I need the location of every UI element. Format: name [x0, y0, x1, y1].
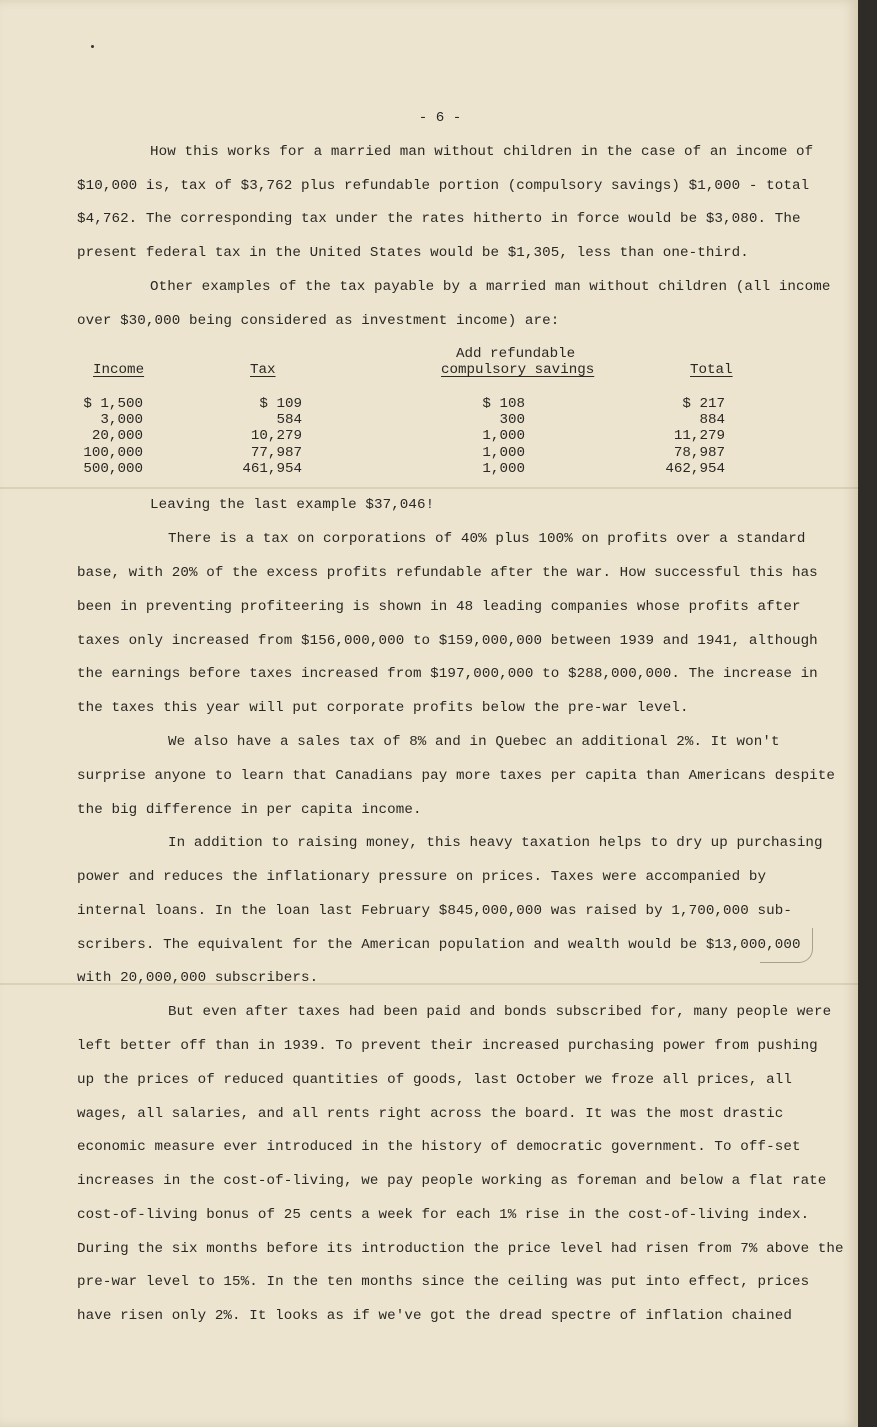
text-line: $4,762. The corresponding tax under the rates hitherto in force would be $3,080. The — [77, 211, 801, 227]
text-line: power and reduces the inflationary pressure on prices. Taxes were accompanied by — [77, 869, 767, 885]
total-cell: 11,279 — [673, 428, 725, 444]
pencil-annotation — [760, 928, 813, 963]
text-line: Leaving the last example $37,046! — [150, 497, 435, 513]
tax-cell: 584 — [276, 412, 302, 428]
tax-cell: 77,987 — [250, 445, 302, 461]
text-line: increases in the cost-of-living, we pay people working as foreman and below a flat rate — [77, 1173, 827, 1189]
text-line: Other examples of the tax payable by a married man without children (all income — [150, 279, 831, 295]
text-line: over $30,000 being considered as investment income) are: — [77, 313, 560, 329]
text-line: cost-of-living bonus of 25 cents a week for each 1% rise in the cost-of-living index. — [77, 1207, 810, 1223]
tax-header: Tax — [250, 362, 276, 378]
income-cell: 100,000 — [83, 445, 143, 461]
text-line: the earnings before taxes increased from $197,000,000 to $288,000,000. The increase in — [77, 666, 818, 682]
text-line: present federal tax in the United States would be $1,305, less than one-third. — [77, 245, 749, 261]
total-cell: $ 217 — [682, 396, 725, 412]
total-cell: 78,987 — [673, 445, 725, 461]
refundable-cell: 1,000 — [482, 428, 525, 444]
text-line: We also have a sales tax of 8% and in Quebec an additional 2%. It won't — [168, 734, 780, 750]
total-cell: 884 — [699, 412, 725, 428]
text-line: have risen only 2%. It looks as if we've got the dread spectre of inflation chained — [77, 1308, 792, 1324]
text-line: the big difference in per capita income. — [77, 802, 422, 818]
income-cell: 20,000 — [91, 428, 143, 444]
refundable-cell: 1,000 — [482, 461, 525, 477]
speck-mark — [91, 45, 94, 48]
text-line: economic measure ever introduced in the history of democratic government. To off-set — [77, 1139, 801, 1155]
text-line: scribers. The equivalent for the American population and wealth would be $13,000,000 — [77, 937, 801, 953]
income-header: Income — [93, 362, 145, 378]
text-line: been in preventing profiteering is shown in 48 leading companies whose profits after — [77, 599, 801, 615]
text-line: There is a tax on corporations of 40% plus 100% on profits over a standard — [168, 531, 806, 547]
text-line: base, with 20% of the excess profits refundable after the war. How successful this has — [77, 565, 818, 581]
refundable-header-line2: compulsory savings — [441, 362, 595, 378]
page-number: - 6 - — [418, 110, 462, 126]
text-line: internal loans. In the loan last February $845,000,000 was raised by 1,700,000 sub- — [77, 903, 792, 919]
tax-cell: $ 109 — [259, 396, 302, 412]
income-cell: 500,000 — [83, 461, 143, 477]
tax-cell: 461,954 — [242, 461, 302, 477]
refundable-cell: 300 — [499, 412, 525, 428]
text-line: How this works for a married man without children in the case of an income of — [150, 144, 814, 160]
refundable-cell: 1,000 — [482, 445, 525, 461]
income-cell: 3,000 — [100, 412, 143, 428]
text-line: with 20,000,000 subscribers. — [77, 970, 319, 986]
tax-cell: 10,279 — [250, 428, 302, 444]
text-line: surprise anyone to learn that Canadians pay more taxes per capita than Americans despite — [77, 768, 836, 784]
refundable-header-line1: Add refundable — [456, 346, 576, 362]
text-line: the taxes this year will put corporate profits below the pre-war level. — [77, 700, 689, 716]
total-cell: 462,954 — [665, 461, 725, 477]
text-line: But even after taxes had been paid and bonds subscribed for, many people were — [168, 1004, 832, 1020]
text-line: In addition to raising money, this heavy taxation helps to dry up purchasing — [168, 835, 823, 851]
refundable-cell: $ 108 — [482, 396, 525, 412]
text-line: wages, all salaries, and all rents right across the board. It was the most drastic — [77, 1106, 784, 1122]
text-line: During the six months before its introduction the price level had risen from 7% above the — [77, 1241, 844, 1257]
paper-fold — [0, 487, 858, 489]
text-line: pre-war level to 15%. In the ten months since the ceiling was put into effect, prices — [77, 1274, 810, 1290]
text-line: left better off than in 1939. To prevent their increased purchasing power from pushing — [77, 1038, 818, 1054]
text-line: $10,000 is, tax of $3,762 plus refundable portion (compulsory savings) $1,000 - total — [77, 178, 810, 194]
text-line: taxes only increased from $156,000,000 to $159,000,000 between 1939 and 1941, although — [77, 633, 818, 649]
income-cell: $ 1,500 — [83, 396, 143, 412]
total-header: Total — [690, 362, 733, 378]
text-line: up the prices of reduced quantities of goods, last October we froze all prices, all — [77, 1072, 792, 1088]
